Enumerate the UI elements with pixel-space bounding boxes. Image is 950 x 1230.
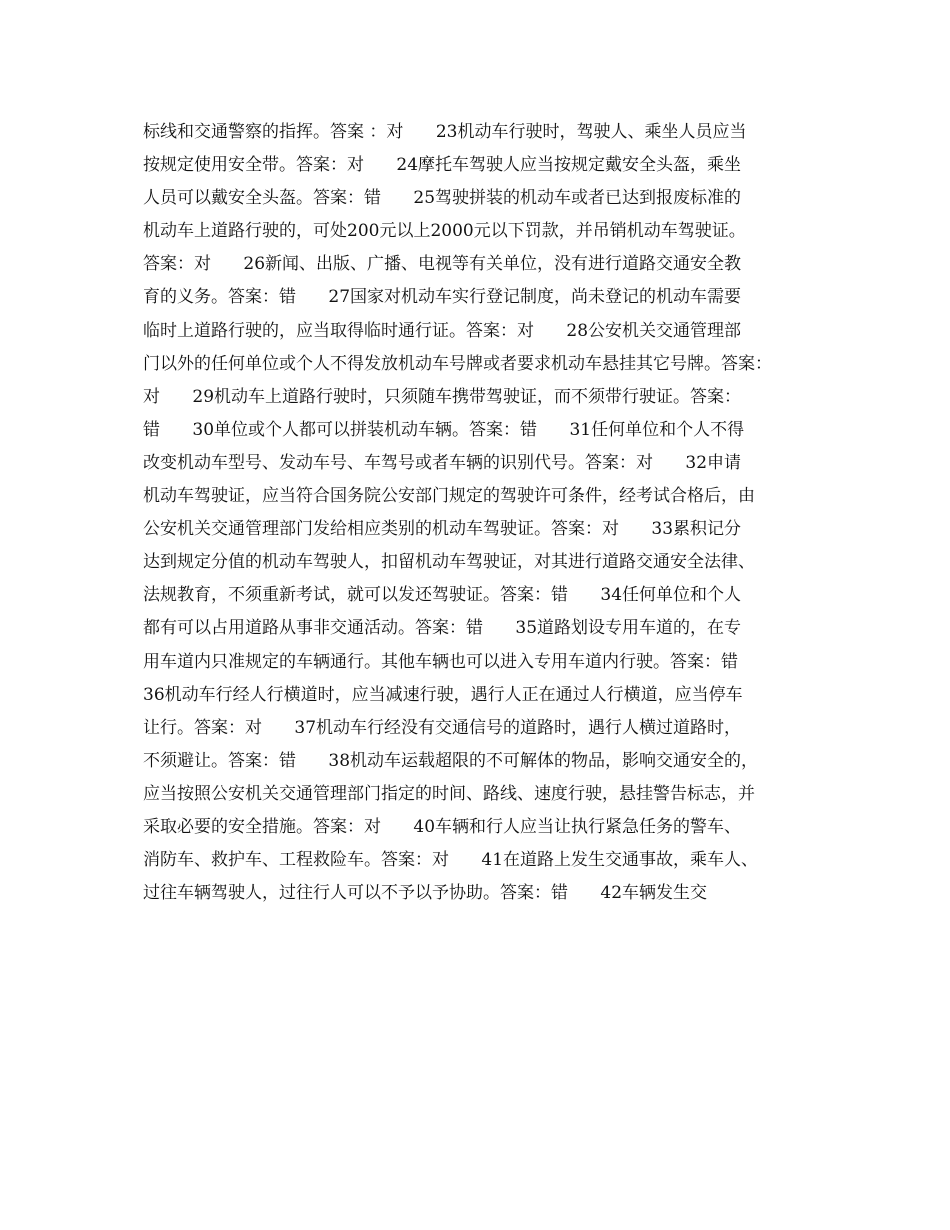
text-line: 机动车上道路行驶的，可处200元以上2000元以下罚款，并吊销机动车驾驶证。: [143, 221, 746, 242]
text-line: 改变机动车型号、发动车号、车驾号或者车辆的识别代号。答案：对 32申请: [143, 452, 742, 473]
text-line: 按规定使用安全带。答案：对 24摩托车驾驶人应当按规定戴安全头盔，乘坐: [143, 155, 742, 176]
text-line: 采取必要的安全措施。答案：对 40车辆和行人应当让执行紧急任务的警车、: [143, 816, 742, 837]
text-line: 临时上道路行驶的，应当取得临时通行证。答案：对 28公安机关交通管理部: [143, 320, 742, 341]
document-body-text: [143, 117, 833, 908]
text-line: 答案：对 26新闻、出版、广播、电视等有关单位，没有进行道路交通安全教: [143, 254, 742, 275]
text-line: 用车道内只准规定的车辆通行。其他车辆也可以进入专用车道内行驶。答案：错: [143, 651, 738, 672]
text-line: 人员可以戴安全头盔。答案：错 25驾驶拼装的机动车或者已达到报废标准的: [143, 188, 742, 209]
text-line: 都有可以占用道路从事非交通活动。答案：错 35道路划设专用车道的，在专: [143, 618, 742, 639]
text-line: 对 29机动车上道路行驶时，只须随车携带驾驶证，而不须带行驶证。答案：: [143, 386, 742, 407]
text-line: 让行。答案：对 37机动车行经没有交通信号的道路时，遇行人横过道路时，: [143, 717, 742, 738]
text-line: 机动车驾驶证，应当符合国务院公安部门规定的驾驶许可条件，经考试合格后，由: [143, 486, 755, 507]
text-line: 不须避让。答案：错 38机动车运载超限的不可解体的物品，影响交通安全的，: [143, 750, 759, 771]
text-line: 标线和交通警察的指挥。答案 ：对 23机动车行驶时，驾驶人、乘坐人员应当: [143, 122, 747, 142]
text-line: 36机动车行经人行横道时，应当减速行驶，遇行人正在通过人行横道，应当停车: [143, 684, 743, 705]
text-line: 错 30单位或个人都可以拼装机动车辆。答案：错 31任何单位和个人不得: [143, 419, 745, 440]
text-line: 公安机关交通管理部门发给相应类别的机动车驾驶证。答案：对 33累积记分: [143, 519, 742, 540]
text-line: 门以外的任何单位或个人不得发放机动车号牌或者要求机动车悬挂其它号牌。答案：: [143, 353, 772, 374]
text-line: 过往车辆驾驶人，过往行人可以不予以予协助。答案：错 42车辆发生交: [143, 883, 708, 904]
text-line: 应当按照公安机关交通管理部门指定的时间、路线、速度行驶，悬挂警告标志，并: [143, 783, 755, 804]
text-line: 法规教育，不须重新考试，就可以发还驾驶证。答案：错 34任何单位和个人: [143, 585, 742, 606]
text-line: 消防车、救护车、工程救险车。答案：对 41在道路上发生交通事故，乘车人、: [143, 850, 759, 871]
text-line: 育的义务。答案：错 27国家对机动车实行登记制度，尚未登记的机动车需要: [143, 287, 742, 308]
text-line: 达到规定分值的机动车驾驶人，扣留机动车驾驶证，对其进行道路交通安全法律、: [143, 552, 755, 573]
